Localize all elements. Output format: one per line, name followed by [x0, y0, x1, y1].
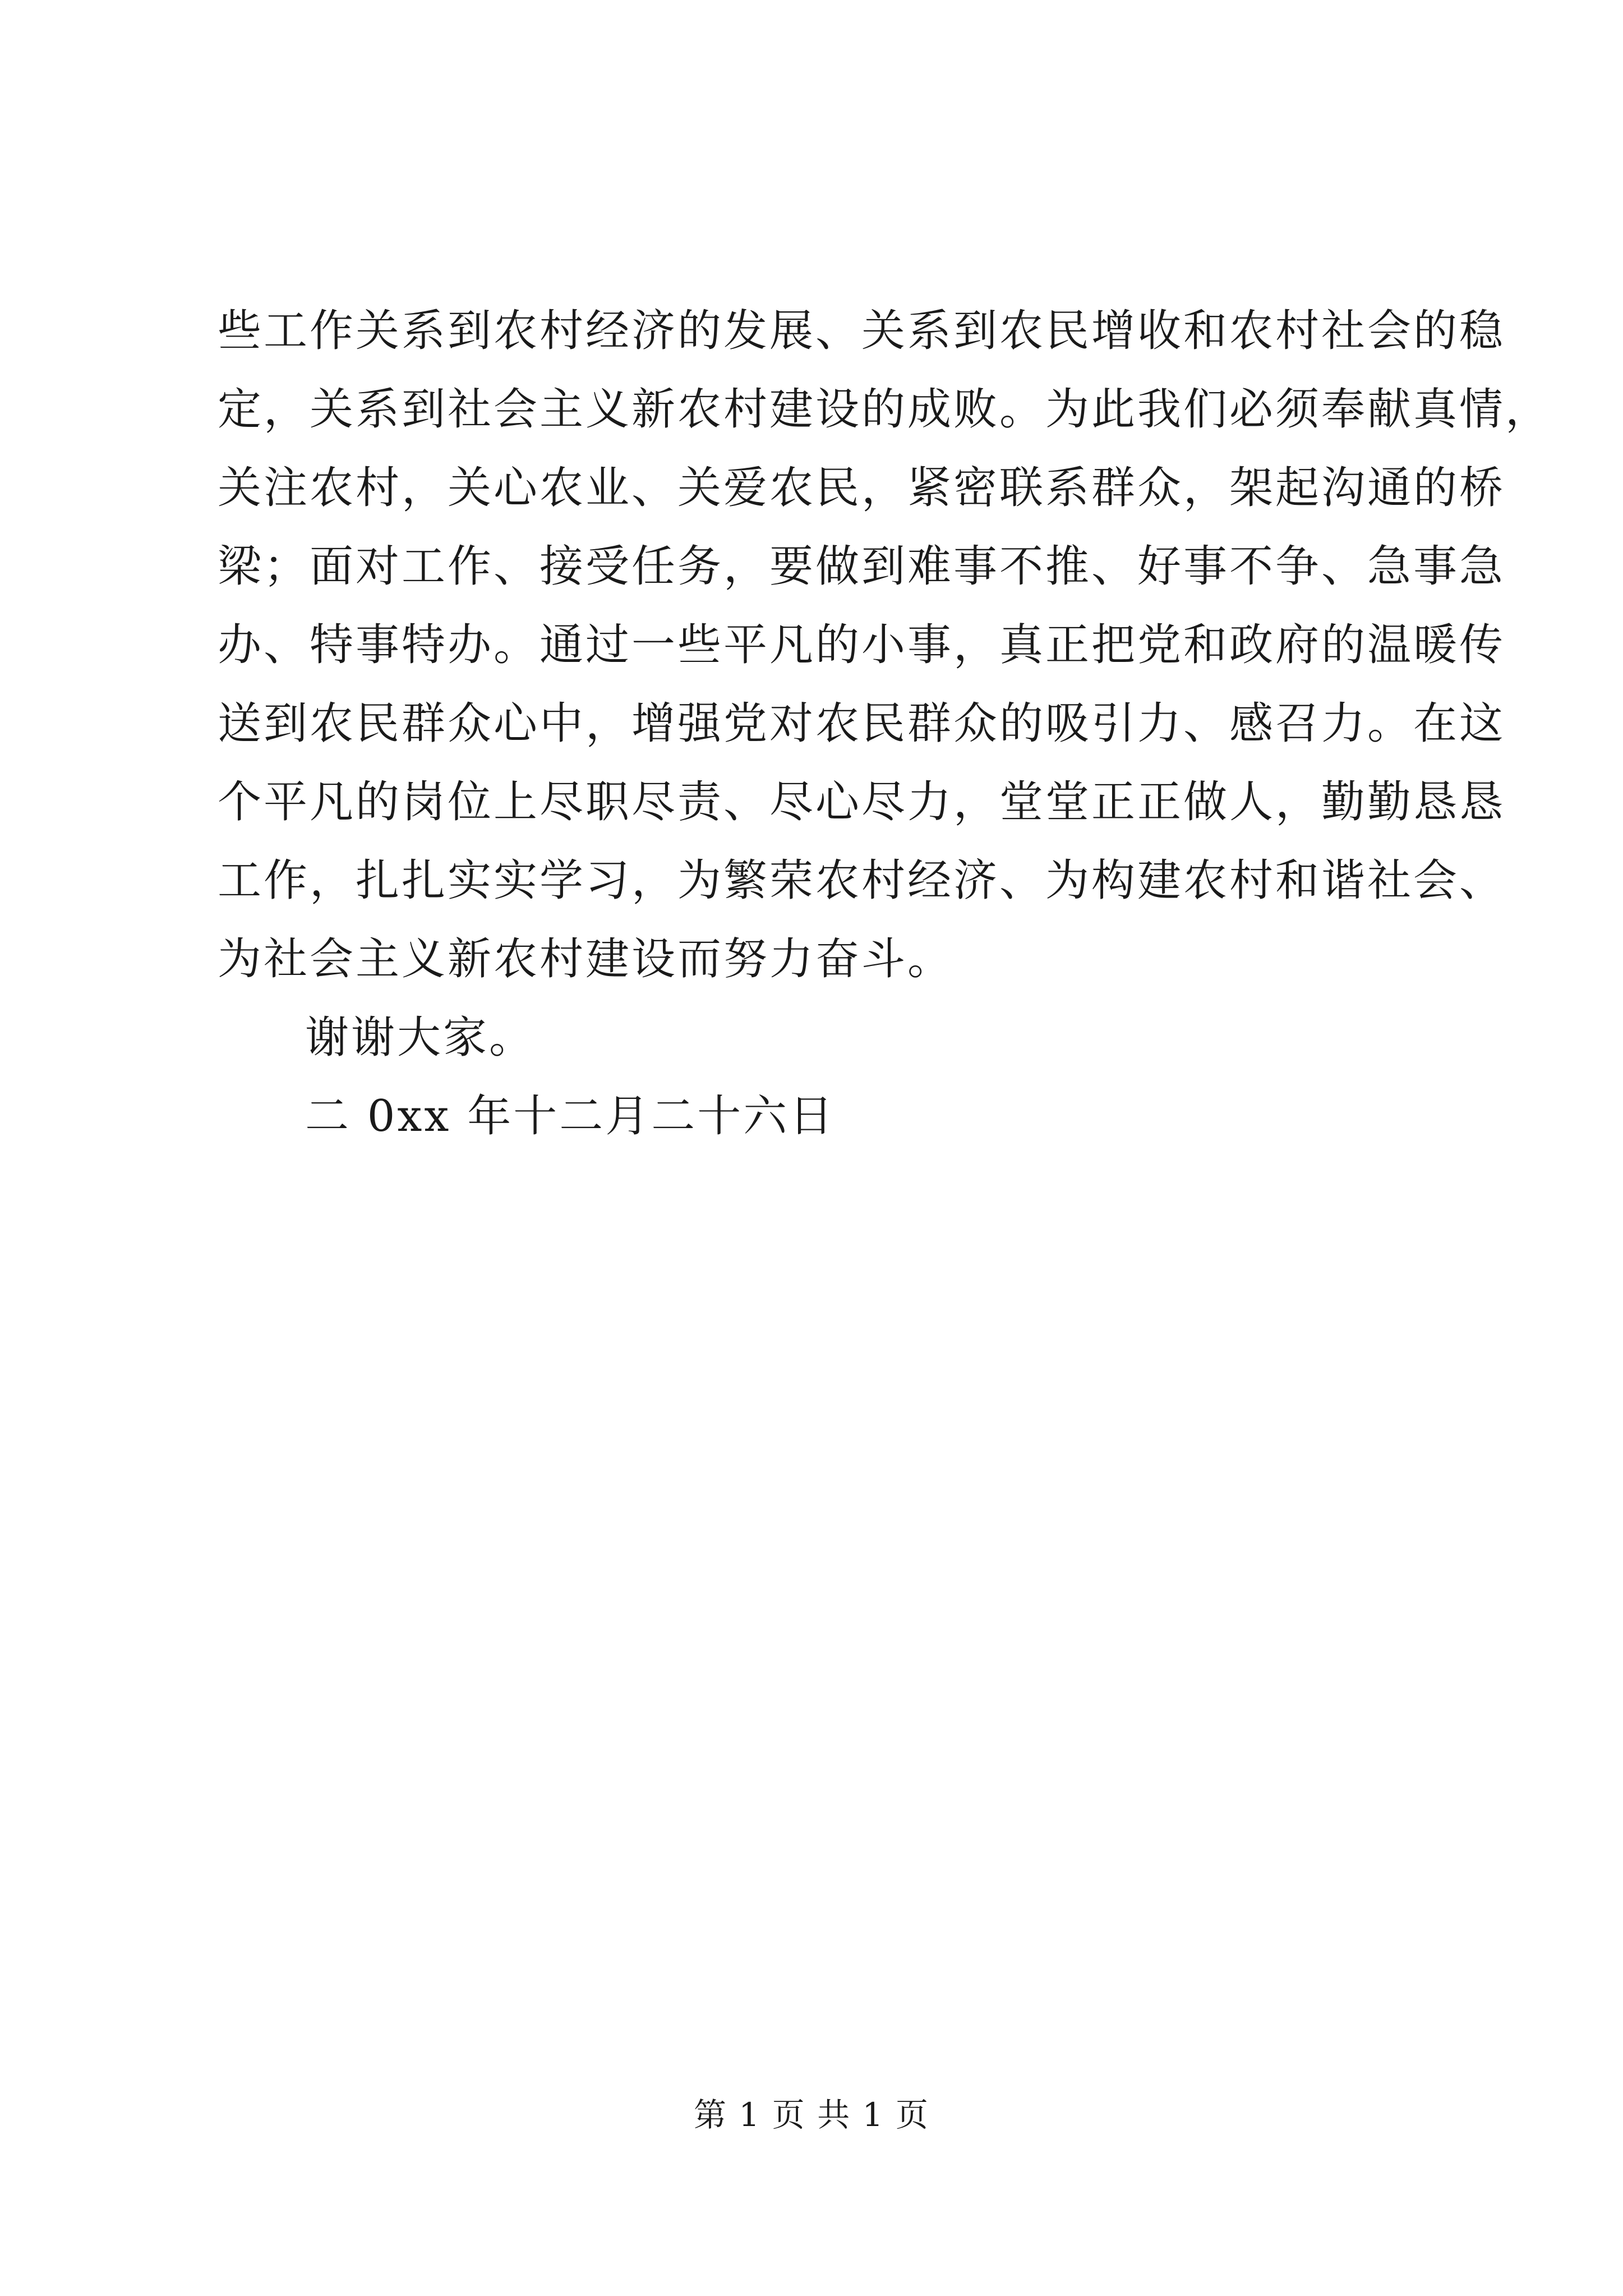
paragraph-line: 工作，扎扎实实学习，为繁荣农村经济、为构建农村和谐社会、	[218, 855, 1506, 906]
paragraph-line: 定，关系到社会主义新农村建设的成败。为此我们必须奉献真情，	[218, 384, 1552, 435]
paragraph-line: 为社会主义新农村建设而努力奋斗。	[218, 934, 954, 984]
paragraph-line: 些工作关系到农村经济的发展、关系到农民增收和农村社会的稳	[218, 306, 1506, 356]
paragraph-line: 送到农民群众心中，增强党对农民群众的吸引力、感召力。在这	[218, 698, 1506, 749]
paragraph-line: 办、特事特办。通过一些平凡的小事，真正把党和政府的温暖传	[218, 620, 1506, 670]
document-date: 二 0xx 年十二月二十六日	[305, 1091, 836, 1142]
paragraph-line: 关注农村，关心农业、关爱农民，紧密联系群众，架起沟通的桥	[218, 463, 1506, 513]
closing-remark: 谢谢大家。	[305, 1013, 536, 1063]
paragraph-line: 个平凡的岗位上尽职尽责、尽心尽力，堂堂正正做人，勤勤恳恳	[218, 777, 1506, 827]
document-body	[218, 292, 1552, 1156]
paragraph-line: 梁；面对工作、接受任务，要做到难事不推、好事不争、急事急	[218, 541, 1506, 592]
page-footer: 第 1 页 共 1 页	[694, 2096, 929, 2134]
